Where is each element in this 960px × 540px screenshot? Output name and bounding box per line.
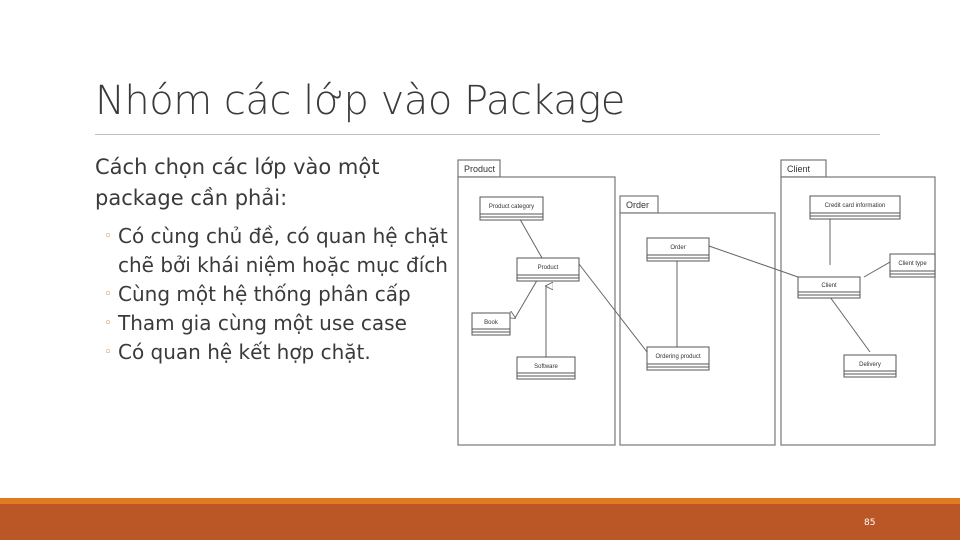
bullet-marker-icon: ◦ xyxy=(104,345,112,360)
bullet-item xyxy=(104,222,449,280)
class-name: Client type xyxy=(898,261,927,267)
class-ordering-product xyxy=(647,347,709,370)
class-product-category xyxy=(480,197,543,220)
title-divider xyxy=(95,134,880,135)
slide-title: Nhóm các lớp vào Package xyxy=(95,78,625,124)
footer-bar xyxy=(0,504,960,540)
class-order xyxy=(647,238,709,261)
page-number: 85 xyxy=(864,518,876,528)
class-software xyxy=(517,357,575,379)
class-name: Client xyxy=(821,283,837,289)
package-order xyxy=(620,196,775,445)
lead-text: Cách chọn các lớp vào một package cần phải: xyxy=(95,155,380,210)
bullet-text: Có quan hệ kết hợp chặt. xyxy=(118,340,371,364)
class-delivery xyxy=(844,355,896,377)
bullet-text: Cùng một hệ thống phân cấp xyxy=(118,282,411,306)
bullet-text: Có cùng chủ đề, có quan hệ chặt chẽ bởi khái niệm hoặc mục đích xyxy=(118,224,448,277)
class-book xyxy=(472,313,510,335)
package-label: Order xyxy=(626,200,650,210)
class-name: Delivery xyxy=(859,362,881,368)
bullet-item xyxy=(104,309,449,338)
bullet-marker-icon: ◦ xyxy=(104,287,112,302)
bullet-item xyxy=(104,280,449,309)
package-diagram xyxy=(455,152,955,452)
class-name: Product category xyxy=(488,204,535,210)
class-client-type xyxy=(890,254,935,277)
bullet-text: Tham gia cùng một use case xyxy=(118,311,407,335)
class-name: Book xyxy=(484,320,498,326)
bullet-item xyxy=(104,338,449,367)
bullet-marker-icon: ◦ xyxy=(104,316,112,331)
package-label: Product xyxy=(464,164,496,174)
bullet-marker-icon: ◦ xyxy=(104,229,112,244)
class-name: Software xyxy=(534,364,558,370)
bullet-list xyxy=(104,222,449,367)
class-name: Order xyxy=(670,245,686,251)
class-product xyxy=(517,258,579,281)
class-client xyxy=(798,277,860,298)
class-credit-card-information xyxy=(810,196,900,219)
package-label: Client xyxy=(787,164,811,174)
class-name: Credit card information xyxy=(824,203,886,209)
class-name: Product xyxy=(537,265,559,271)
class-name: Ordering product xyxy=(655,354,701,360)
